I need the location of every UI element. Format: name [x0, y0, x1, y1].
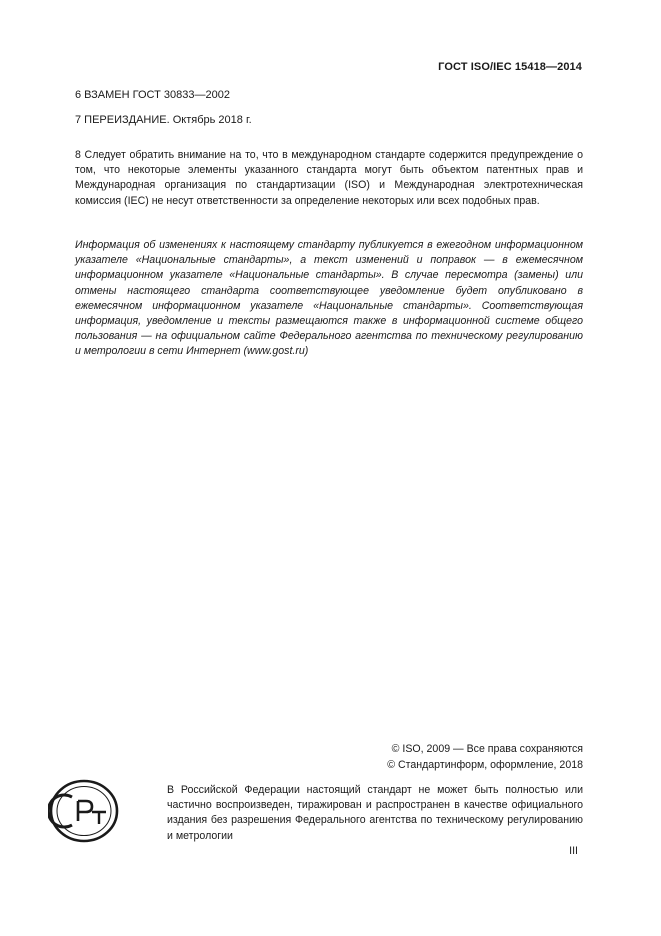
copyright-standartinform: © Стандартинформ, оформление, 2018 [387, 759, 583, 771]
rf-reproduction-notice: В Российской Федерации настоящий стандарт не может быть полностью или частично воспроизведен, тиражирован и распространен в качестве официального издания без разрешения Федерального агентства по техническому регулированию и метрологии [167, 784, 583, 842]
copyright-iso: © ISO, 2009 — Все права сохраняются [391, 743, 583, 755]
item-7-reissue: 7 ПЕРЕИЗДАНИЕ. Октябрь 2018 г. [75, 114, 252, 126]
standard-code-header: ГОСТ ISO/IEC 15418—2014 [438, 61, 582, 73]
page-number: III [569, 845, 578, 857]
gost-r-certification-mark-icon [48, 778, 120, 844]
changes-information-paragraph: Информация об изменениях к настоящему стандарту публикуется в ежегодном информационном указателе «Национальные стандарты», а текст изменений и поправок — в ежемесячном информационном указателе «Национальные стандарты». В случае пересмотра (замены) или отмены настоящего стандарта соответствующее уведомление будет опубликовано в ежемесячном информационном указателе «Национальные стандарты». Соответствующая информация, уведомление и тексты размещаются также в информационной системе общего пользования — на официальном сайте Федерального агентства по техническому регулированию и метрологии в сети Интернет (www.gost.ru) [75, 239, 583, 358]
item-6-replaces: 6 ВЗАМЕН ГОСТ 30833—2002 [75, 89, 230, 101]
patent-rights-notice: 8 Следует обратить внимание на то, что в международном стандарте содержится предупреждение о том, что некоторые элементы указанного стандарта могут быть объектом патентных прав и Международная организация по стандартизации (ISO) и Международная электротехническая комиссия (IEC) не несут ответственности за определение некоторых или всех подобных прав. [75, 149, 583, 207]
